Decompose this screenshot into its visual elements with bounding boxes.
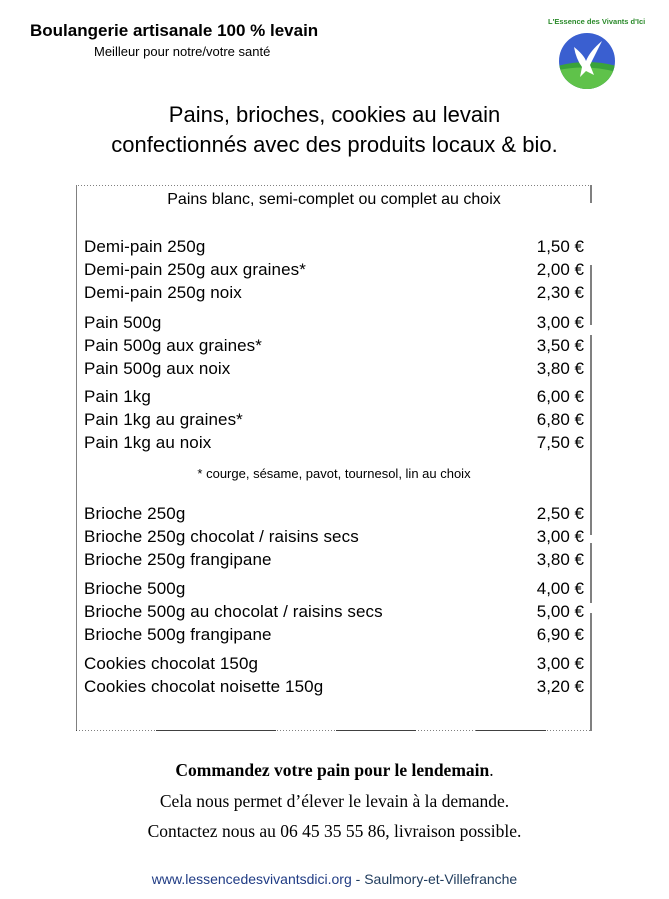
logo-text: L'Essence des Vivants d'Ici bbox=[548, 17, 646, 26]
product-name: Brioche 250g bbox=[84, 504, 186, 523]
price-row bbox=[84, 281, 584, 304]
product-price: 6,90 € bbox=[536, 625, 584, 644]
tagline-line-1: Pains, brioches, cookies au levain bbox=[168, 102, 501, 127]
price-row bbox=[84, 334, 584, 357]
price-row bbox=[84, 675, 584, 698]
order-notice-text: Commandez votre pain pour le lendemain bbox=[175, 760, 490, 780]
bakery-subtitle: Meilleur pour notre/votre santé bbox=[94, 44, 271, 59]
product-name: Brioche 500g bbox=[84, 579, 186, 598]
product-name: Demi-pain 250g aux graines* bbox=[84, 260, 306, 279]
product-name: Cookies chocolat 150g bbox=[84, 654, 259, 673]
product-name: Pain 1kg bbox=[84, 387, 151, 406]
product-name: Pain 500g aux noix bbox=[84, 359, 231, 378]
product-price: 7,50 € bbox=[536, 433, 584, 452]
price-row bbox=[84, 577, 584, 600]
product-name: Pain 1kg au graines* bbox=[84, 410, 243, 429]
product-price: 3,00 € bbox=[536, 654, 584, 673]
product-name: Brioche 250g chocolat / raisins secs bbox=[84, 527, 359, 546]
product-price: 5,00 € bbox=[536, 602, 584, 621]
product-price: 4,00 € bbox=[536, 579, 584, 598]
price-row bbox=[84, 258, 584, 281]
product-price: 6,00 € bbox=[536, 387, 584, 406]
product-name: Pain 500g bbox=[84, 313, 162, 332]
product-price: 3,80 € bbox=[536, 359, 584, 378]
product-name: Pain 500g aux graines* bbox=[84, 336, 262, 355]
tagline-line-2: confectionnés avec des produits locaux & bio. bbox=[111, 132, 558, 157]
order-notice bbox=[0, 760, 669, 781]
price-row bbox=[84, 311, 584, 334]
price-row bbox=[84, 431, 584, 454]
product-price: 3,20 € bbox=[536, 677, 584, 696]
product-price: 3,80 € bbox=[536, 550, 584, 569]
product-price: 3,50 € bbox=[536, 336, 584, 355]
footer bbox=[0, 871, 669, 887]
levain-notice: Cela nous permet d’élever le levain à la demande. bbox=[159, 791, 510, 811]
logo bbox=[548, 17, 646, 89]
price-row bbox=[84, 408, 584, 431]
product-price: 2,50 € bbox=[536, 504, 584, 523]
product-price: 1,50 € bbox=[536, 237, 584, 256]
price-row bbox=[84, 357, 584, 380]
graines-footnote: * courge, sésame, pavot, tournesol, lin au choix bbox=[197, 466, 471, 481]
contact-notice: Contactez nous au 06 45 35 55 86, livraison possible. bbox=[147, 821, 522, 841]
website-link[interactable]: www.lessencedesvivantsdici.org bbox=[151, 871, 352, 887]
product-name: Brioche 500g au chocolat / raisins secs bbox=[84, 602, 383, 621]
price-list-heading: Pains blanc, semi-complet ou complet au choix bbox=[167, 191, 501, 208]
price-row bbox=[84, 385, 584, 408]
product-price: 2,00 € bbox=[536, 260, 584, 279]
price-row bbox=[84, 652, 584, 675]
product-name: Demi-pain 250g noix bbox=[84, 283, 242, 302]
price-row bbox=[84, 525, 584, 548]
product-price: 3,00 € bbox=[536, 313, 584, 332]
product-name: Brioche 500g frangipane bbox=[84, 625, 272, 644]
price-row bbox=[84, 502, 584, 525]
product-name: Brioche 250g frangipane bbox=[84, 550, 272, 569]
footer-location: - Saulmory-et-Villefranche bbox=[351, 871, 518, 887]
order-notice-dot: . bbox=[489, 760, 494, 780]
price-list bbox=[76, 185, 592, 731]
bakery-title: Boulangerie artisanale 100 % levain bbox=[30, 21, 319, 40]
price-row bbox=[84, 235, 584, 258]
product-price: 3,00 € bbox=[536, 527, 584, 546]
price-row bbox=[84, 600, 584, 623]
dove-logo-icon bbox=[554, 27, 620, 89]
product-name: Cookies chocolat noisette 150g bbox=[84, 677, 324, 696]
product-name: Pain 1kg au noix bbox=[84, 433, 212, 452]
price-row bbox=[84, 623, 584, 646]
product-price: 2,30 € bbox=[536, 283, 584, 302]
price-row bbox=[84, 548, 584, 571]
product-name: Demi-pain 250g bbox=[84, 237, 206, 256]
product-price: 6,80 € bbox=[536, 410, 584, 429]
